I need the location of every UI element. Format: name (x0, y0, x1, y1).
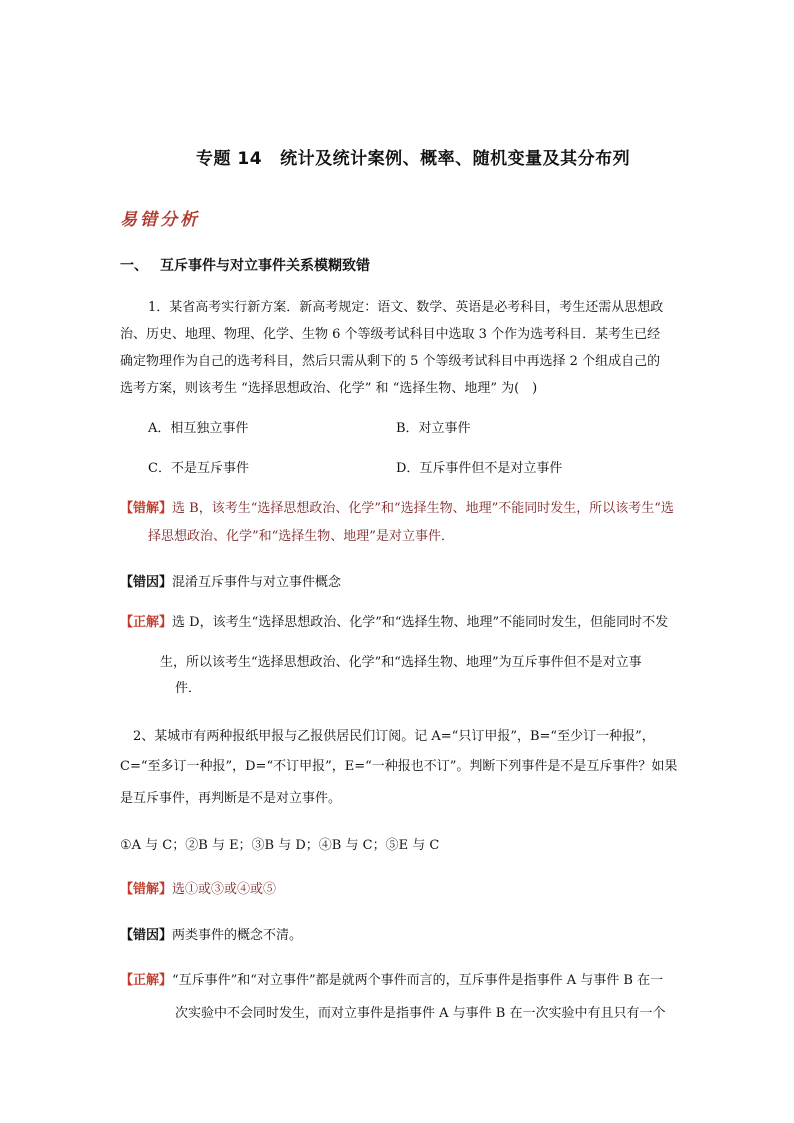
correct-solution-tag: 【正解】 (120, 615, 173, 630)
q1-line-4: 选考方案，则该考生 “选择思想政治、化学” 和 “选择生物、地理” 为( ) (120, 381, 538, 396)
q2-correct-solution-cont: 次实验中不会同时发生，而对立事件是指事件 A 与事件 B 在一次实验中有且只有一个 (175, 1006, 666, 1021)
error-cause-text: 两类事件的概念不清。 (172, 928, 303, 943)
title-text: 统计及统计案例、概率、随机变量及其分布列 (280, 149, 631, 169)
q1-wrong-solution-cont: 择思想政治、化学”和“选择生物、地理”是对立事件． (148, 529, 454, 544)
q2-wrong-solution (120, 878, 276, 897)
section-tag: 易错分析 (120, 210, 200, 230)
correct-solution-tag: 【正解】 (120, 973, 173, 988)
correct-solution-text: 选 D，该考生“选择思想政治、化学”和“选择生物、地理”不能同时发生，但能同时不发 (172, 615, 669, 630)
q2-error-cause (120, 924, 302, 943)
wrong-solution-text: 选 B，该考生“选择思想政治、化学”和“选择生物、地理”不能同时发生，所以该考生“选 (172, 501, 674, 516)
q1-line-2: 治、历史、地理、物理、化学、生物 6 个等级考试科目中选取 3 个作为选考科目．某考生已经 (120, 327, 661, 342)
q1-line-3: 确定物理作为自己的选考科目，然后只需从剩下的 5 个等级考试科目中再选择 2 个组成自己的 (120, 354, 661, 369)
q2-pairs: ①A 与 C；②B 与 E；③B 与 D；④B 与 C；⑤E 与 C (120, 838, 440, 853)
q2-line-1: 2、某城市有两种报纸甲报与乙报供居民们订阅。记 A=“只订甲报”，B=“至少订一种报”， (133, 729, 655, 744)
q1-option-d: D．互斥事件但不是对立事件 (396, 461, 563, 476)
q1-option-c: C．不是互斥事件 (148, 461, 249, 476)
title-number: 专题 14 (196, 149, 263, 169)
q1-error-cause (120, 571, 341, 590)
q2-line-3: 是互斥事件，再判断是不是对立事件。 (120, 791, 342, 806)
page-title (196, 144, 630, 169)
correct-solution-text: “互斥事件”和“对立事件”都是就两个事件而言的，互斥事件是指事件 A 与事件 B 在一 (172, 973, 664, 988)
q1-line-1: 1．某省高考实行新方案．新高考规定：语文、数学、英语是必考科目，考生还需从思想政 (148, 300, 664, 315)
heading-text: 互斥事件与对立事件关系模糊致错 (160, 258, 370, 274)
wrong-solution-text: 选①或③或④或⑤ (172, 882, 277, 897)
error-cause-text: 混淆互斥事件与对立事件概念 (172, 575, 342, 590)
q2-correct-solution (120, 969, 663, 988)
q2-line-2: C=“至多订一种报”，D=“不订甲报”，E=“一种报也不订”。判断下列事件是不是互斥事件？如果 (120, 759, 678, 774)
q1-wrong-solution (120, 497, 674, 516)
heading-number: 一、 (120, 258, 148, 274)
error-cause-tag: 【错因】 (120, 575, 173, 590)
error-cause-tag: 【错因】 (120, 928, 173, 943)
q1-correct-solution-cont: 生，所以该考生“选择思想政治、化学”和“选择生物、地理”为互斥事件但不是对立事 (160, 655, 642, 670)
wrong-solution-tag: 【错解】 (120, 501, 173, 516)
section-heading (120, 255, 370, 275)
q1-option-a: A．相互独立事件 (148, 421, 249, 436)
q1-correct-solution (120, 611, 668, 630)
wrong-solution-tag: 【错解】 (120, 882, 173, 897)
q1-option-b: B．对立事件 (396, 421, 471, 436)
q1-correct-solution-cont-2: 件． (175, 681, 202, 696)
